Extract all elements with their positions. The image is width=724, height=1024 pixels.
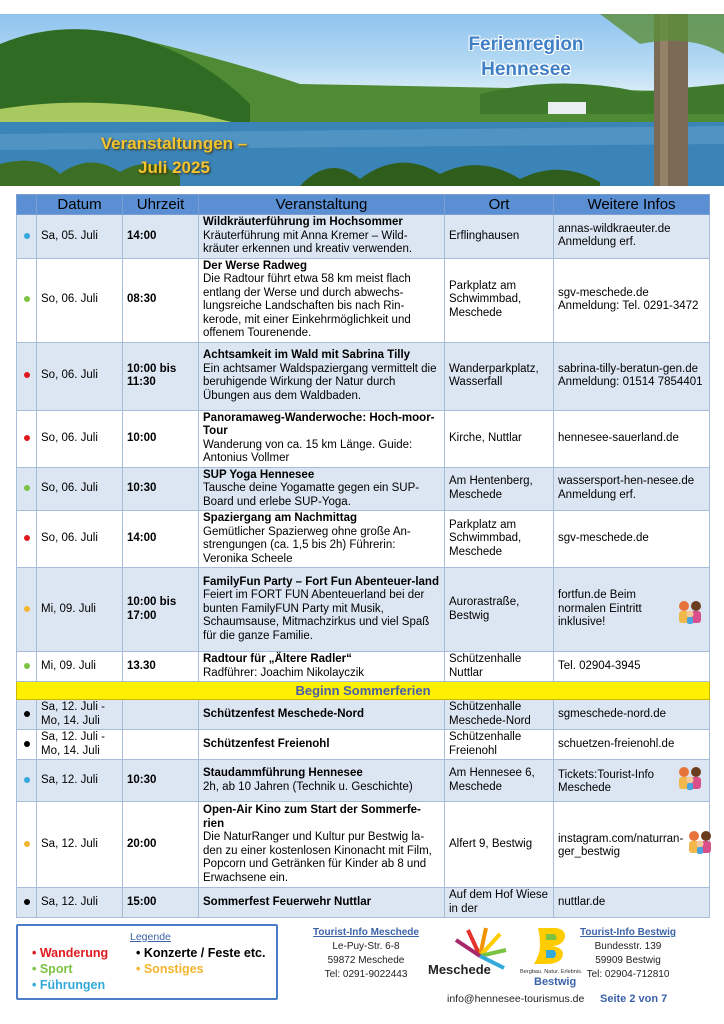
info-text[interactable]: wassersport-hen-nesee.de Anmeldung erf. [558, 475, 695, 501]
tourist-info-bestwig [580, 926, 676, 982]
info-cell [554, 467, 710, 511]
event-cell [199, 410, 445, 467]
info-text[interactable]: instagram.com/naturran-ger_bestwig [558, 832, 684, 859]
table-row [17, 342, 710, 410]
table-row [17, 700, 710, 730]
info-cell [554, 700, 710, 730]
event-title: Radtour für „Ältere Radler“ [203, 653, 352, 665]
event-title: SUP Yoga Hennesee [203, 468, 315, 481]
category-cell [17, 410, 37, 467]
category-cell [17, 760, 37, 802]
category-cell [17, 700, 37, 730]
place-cell: Parkplatz am Schwimmbad, Meschede [445, 511, 554, 568]
event-title: Spaziergang am Nachmittag [203, 512, 358, 524]
category-cell [17, 467, 37, 511]
info-text[interactable]: sgmeschede-nord.de [558, 707, 667, 720]
event-title: Staudammführung Hennesee [203, 767, 363, 779]
event-cell [199, 258, 445, 342]
header-date: Datum [37, 195, 123, 215]
time-cell: 13.30 [123, 652, 199, 682]
date-cell: So, 06. Juli [37, 258, 123, 342]
table-row [17, 760, 710, 802]
event-description: Gemütlicher Spazierweg ohne große An-strengungen (ca. 1,5 bis 2h) Führerin: Veronika Scheele [203, 525, 411, 565]
header-event: Veranstaltung [199, 195, 445, 215]
category-cell [17, 568, 37, 652]
events-subtitle: Veranstaltungen – Juli 2025 [100, 134, 248, 177]
page-number: Seite 2 von 7 [600, 993, 668, 1005]
event-cell [199, 802, 445, 888]
date-cell: Sa, 12. Juli [37, 760, 123, 802]
category-dot-icon [24, 711, 30, 717]
time-cell: 10:30 [123, 467, 199, 511]
info-text[interactable]: sgv-meschede.de Anmeldung: Tel. 0291-3472 [558, 286, 699, 312]
table-header-row [17, 195, 710, 215]
time-cell: 14:00 [123, 215, 199, 259]
legend-fuehrungen: • Führungen [32, 978, 106, 992]
bestwig-claim: Bergbau. Natur. Erlebnis. [520, 969, 582, 975]
category-cell [17, 215, 37, 259]
event-title: Panoramaweg-Wanderwoche: Hoch-moor-Tour [203, 411, 435, 437]
table-row [17, 511, 710, 568]
meschede-logo [428, 926, 508, 988]
family-icon [675, 599, 705, 625]
event-cell [199, 342, 445, 410]
date-cell: Sa, 12. Juli [37, 802, 123, 888]
category-cell [17, 652, 37, 682]
tourist-info-bestwig-tel: Tel: 02904-712810 [586, 969, 670, 980]
family-icon-wrap [675, 765, 705, 796]
info-cell [554, 730, 710, 760]
date-cell: So, 06. Juli [37, 511, 123, 568]
event-cell [199, 888, 445, 918]
event-cell [199, 760, 445, 802]
date-cell: Mi, 09. Juli [37, 652, 123, 682]
info-text[interactable]: Tickets:Tourist-Info Meschede [558, 768, 655, 795]
info-cell [554, 802, 710, 888]
bestwig-logo-text: Bestwig [534, 976, 577, 988]
time-cell: 10:00 bis 17:00 [123, 568, 199, 652]
info-cell [554, 511, 710, 568]
time-cell: 15:00 [123, 888, 199, 918]
info-cell [554, 342, 710, 410]
event-cell [199, 730, 445, 760]
category-cell [17, 888, 37, 918]
event-cell [199, 215, 445, 259]
category-cell [17, 730, 37, 760]
time-cell: 14:00 [123, 511, 199, 568]
time-cell: 10:30 [123, 760, 199, 802]
separator-label: Beginn Sommerferien [17, 682, 710, 700]
date-cell: Sa, 12. Juli - Mo, 14. Juli [37, 730, 123, 760]
category-dot-icon [24, 841, 30, 847]
family-icon-wrap [685, 829, 715, 860]
category-dot-icon [24, 606, 30, 612]
info-cell [554, 652, 710, 682]
category-dot-icon [24, 535, 30, 541]
category-dot-icon [24, 233, 30, 239]
category-dot-icon [24, 741, 30, 747]
table-row [17, 730, 710, 760]
event-description: Tausche deine Yogamatte gegen ein SUP-Board und erlebe SUP-Yoga. [203, 482, 420, 508]
category-dot-icon [24, 372, 30, 378]
tourist-info-bestwig-head[interactable]: Tourist-Info Bestwig [580, 927, 676, 938]
event-cell [199, 700, 445, 730]
place-cell: Wanderparkplatz, Wasserfall [445, 342, 554, 410]
event-description: Die Radtour führt etwa 58 km meist flach entlang der Werse und durch abwechs-lungsreiche Landschaften bis nach Rin-kerode, mit einer Einkehrmöglichkeit und offenem Tourenende. [203, 273, 411, 339]
tourist-info-meschede-city: 59872 Meschede [327, 955, 405, 966]
bestwig-logo [516, 924, 582, 988]
contact-email[interactable]: info@hennesee-tourismus.de [447, 993, 585, 1005]
tourist-info-bestwig-street: Bundesstr. 139 [594, 941, 662, 952]
legend-konzerte: • Konzerte / Feste etc. [136, 946, 266, 960]
event-description: Wanderung von ca. 15 km Länge. Guide: Antonius Vollmer [203, 438, 413, 464]
header-category [17, 195, 37, 215]
category-dot-icon [24, 899, 30, 905]
place-cell: Schützenhalle Nuttlar [445, 652, 554, 682]
info-cell [554, 215, 710, 259]
info-cell [554, 760, 710, 802]
event-description: 2h, ab 10 Jahren (Technik u. Geschichte) [203, 780, 413, 793]
event-description: Radführer: Joachim Nikolayczik [203, 666, 365, 679]
event-description: Ein achtsamer Waldspaziergang vermittelt die beruhigende Wirkung der Natur durch Übungen aus dem Waldbaden. [203, 362, 437, 402]
info-text[interactable]: fortfun.de Beim normalen Eintritt inklusive! [558, 589, 642, 629]
event-cell [199, 568, 445, 652]
event-title: Sommerfest Feuerwehr Nuttlar [203, 895, 372, 908]
info-text[interactable]: nuttlar.de [558, 895, 606, 908]
legend-sonstiges: • Sonstiges [136, 962, 204, 976]
info-text[interactable]: annas-wildkraeuter.de Anmeldung erf. [558, 222, 671, 249]
family-icon [675, 765, 705, 791]
event-description: Kräuterführung mit Anna Kremer – Wild-kräuter erkennen und kreativ verwenden. [203, 229, 413, 255]
time-cell: 20:00 [123, 802, 199, 888]
event-title: Schützenfest Freienohl [203, 737, 330, 750]
table-row [17, 410, 710, 467]
event-title: Wildkräuterführung im Hochsommer [203, 216, 403, 228]
family-icon-wrap [675, 599, 705, 630]
time-cell: 10:00 [123, 410, 199, 467]
tourist-info-meschede-tel: Tel: 0291-9022443 [324, 969, 408, 980]
info-text[interactable]: Tel. 02904-3945 [558, 659, 641, 672]
date-cell: Sa, 05. Juli [37, 215, 123, 259]
tourist-info-meschede-head[interactable]: Tourist-Info Meschede [313, 927, 419, 938]
date-cell: So, 06. Juli [37, 467, 123, 511]
event-description: Feiert im FORT FUN Abenteuerland bei der bunten FamilyFUN Party mit Musik, Schaumsause, Mitmachzirkus und viel Spaß für die ganze Familie. [203, 589, 430, 642]
category-cell [17, 802, 37, 888]
time-cell: 08:30 [123, 258, 199, 342]
event-title: FamilyFun Party – Fort Fun Abenteuer-land [203, 575, 439, 588]
tourist-info-meschede-street: Le-Puy-Str. 6-8 [332, 941, 400, 952]
table-row [17, 652, 710, 682]
place-cell: Aurorastraße, Bestwig [445, 568, 554, 652]
event-title: Der Werse Radweg [203, 259, 307, 272]
table-row [17, 888, 710, 918]
category-cell [17, 342, 37, 410]
date-cell: Sa, 12. Juli [37, 888, 123, 918]
info-text[interactable]: schuetzen-freienohl.de [558, 737, 675, 750]
header-banner [0, 14, 724, 186]
events-table [16, 194, 710, 918]
place-cell: Alfert 9, Bestwig [445, 802, 554, 888]
place-cell: Auf dem Hof Wiese in der [445, 888, 554, 918]
separator-row [17, 682, 710, 700]
family-icon [685, 829, 715, 855]
tourist-info-meschede [306, 926, 426, 982]
place-cell: Am Hennesee 6, Meschede [445, 760, 554, 802]
info-cell [554, 888, 710, 918]
event-title: Open-Air Kino zum Start der Sommerfe-rien [203, 804, 421, 830]
info-text[interactable]: hennesee-sauerland.de [558, 431, 679, 444]
category-dot-icon [24, 777, 30, 783]
date-cell: So, 06. Juli [37, 342, 123, 410]
date-cell: Mi, 09. Juli [37, 568, 123, 652]
date-cell: Sa, 12. Juli - Mo, 14. Juli [37, 700, 123, 730]
place-cell: Parkplatz am Schwimmbad, Meschede [445, 258, 554, 342]
place-cell: Kirche, Nuttlar [445, 410, 554, 467]
legend-sport: • Sport [32, 962, 73, 976]
event-cell [199, 467, 445, 511]
category-dot-icon [24, 296, 30, 302]
header-place: Ort [445, 195, 554, 215]
time-cell: 10:00 bis 11:30 [123, 342, 199, 410]
place-cell: Schützenhalle Meschede-Nord [445, 700, 554, 730]
event-cell [199, 652, 445, 682]
legend-wanderung: • Wanderung [32, 946, 109, 960]
meschede-logo-text: Meschede [428, 962, 491, 977]
place-cell: Erflinghausen [445, 215, 554, 259]
table-row [17, 215, 710, 259]
table-row [17, 802, 710, 888]
table-row [17, 258, 710, 342]
info-cell [554, 568, 710, 652]
place-cell: Am Hentenberg, Meschede [445, 467, 554, 511]
category-dot-icon [24, 435, 30, 441]
event-title: Achtsamkeit im Wald mit Sabrina Tilly [203, 349, 411, 361]
place-cell: Schützenhalle Freienohl [445, 730, 554, 760]
event-cell [199, 511, 445, 568]
category-cell [17, 511, 37, 568]
tourist-info-bestwig-city: 59909 Bestwig [595, 955, 661, 966]
time-cell [123, 700, 199, 730]
category-dot-icon [24, 485, 30, 491]
category-dot-icon [24, 663, 30, 669]
event-title: Schützenfest Meschede-Nord [203, 707, 365, 720]
table-row [17, 568, 710, 652]
event-description: Die NaturRanger und Kultur pur Bestwig la-den zu einer kostenlosen Kinonacht mit Film, Popcorn und Getränken für Kinder ab 8 und Erwachsene ein. [203, 831, 432, 884]
category-cell [17, 258, 37, 342]
header-info: Weitere Infos [554, 195, 710, 215]
date-cell: So, 06. Juli [37, 410, 123, 467]
legend-box [16, 924, 278, 1000]
region-title: Ferienregion Hennesee [468, 34, 584, 80]
info-text[interactable]: sabrina-tilly-beratun-gen.de Anmeldung: 01514 7854401 [558, 362, 703, 388]
header-time: Uhrzeit [123, 195, 199, 215]
time-cell [123, 730, 199, 760]
info-cell [554, 410, 710, 467]
info-text[interactable]: sgv-meschede.de [558, 532, 649, 545]
legend-title: Legende [130, 931, 171, 943]
info-cell [554, 258, 710, 342]
table-row [17, 467, 710, 511]
